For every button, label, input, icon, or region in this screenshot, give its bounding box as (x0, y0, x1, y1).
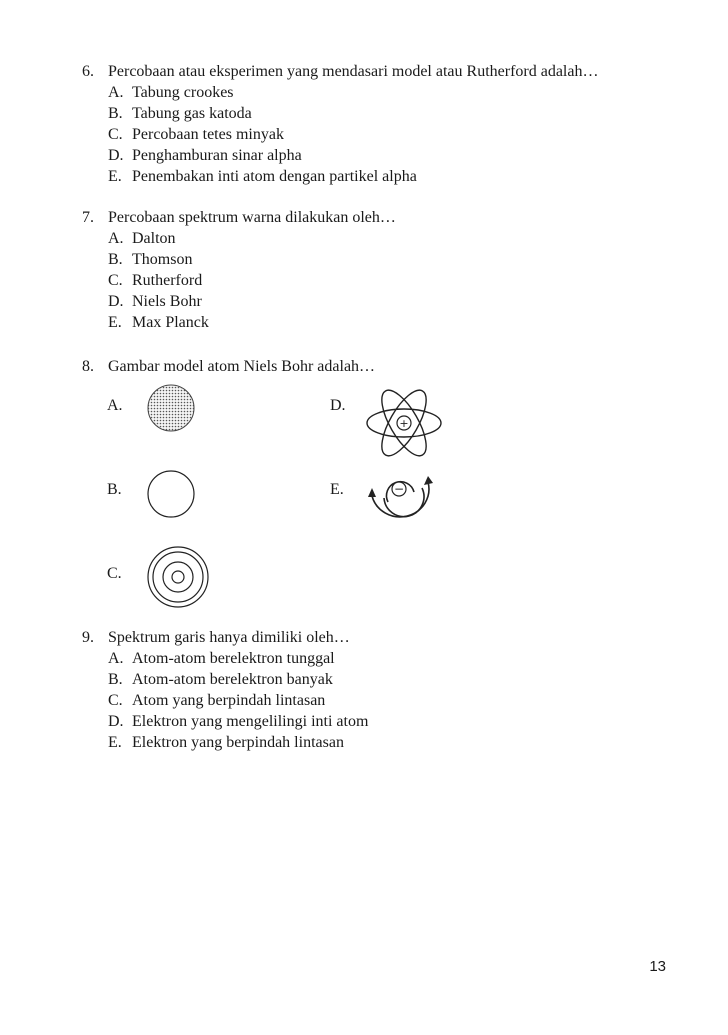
concentric-shells-atom-figure[interactable] (144, 543, 212, 611)
solid-sphere-atom-figure[interactable] (144, 383, 200, 435)
electron-minus-sign: − (393, 482, 405, 496)
question-6 (82, 61, 598, 187)
figure-option-b-label[interactable]: B. (107, 481, 122, 498)
question-number: 6. (82, 63, 94, 80)
option-c[interactable]: C. Percobaan tetes minyak (108, 126, 284, 143)
option-b[interactable]: B. Atom-atom berelektron banyak (108, 671, 333, 688)
option-e[interactable]: E. Penembakan inti atom dengan partikel alpha (108, 168, 417, 185)
question-text: Percobaan atau eksperimen yang mendasari model atau Rutherford adalah… (108, 63, 599, 80)
option-b[interactable]: B. Tabung gas katoda (108, 105, 252, 122)
question-stem (82, 356, 375, 377)
question-number: 7. (82, 209, 94, 226)
option-a[interactable]: A. Tabung crookes (108, 84, 234, 101)
option-d[interactable]: D. Penghamburan sinar alpha (108, 147, 302, 164)
spiral-electron-atom-figure[interactable] (364, 468, 440, 530)
option-e[interactable]: E. Max Planck (108, 314, 209, 331)
figure-option-d-label[interactable]: D. (330, 397, 346, 414)
option-e[interactable]: E. Elektron yang berpindah lintasan (108, 734, 344, 751)
option-c[interactable]: C. Rutherford (108, 272, 203, 289)
option-d[interactable]: D. Elektron yang mengelilingi inti atom (108, 713, 369, 730)
question-number: 9. (82, 629, 94, 646)
question-9 (82, 627, 368, 753)
option-d[interactable]: D. Niels Bohr (108, 293, 202, 310)
question-8 (82, 356, 375, 377)
question-7 (82, 207, 396, 333)
question-number: 8. (82, 358, 94, 375)
page-number: 13 (649, 958, 666, 975)
figure-option-e-label[interactable]: E. (330, 481, 344, 498)
option-c[interactable]: C. Atom yang berpindah lintasan (108, 692, 326, 709)
option-a[interactable]: A. Dalton (108, 230, 176, 247)
question-stem (82, 627, 368, 648)
option-b[interactable]: B. Thomson (108, 251, 193, 268)
figure-option-a-label[interactable]: A. (107, 397, 123, 414)
orbital-ellipses-atom-figure[interactable] (362, 383, 448, 465)
question-text: Spektrum garis hanya dimiliki oleh… (108, 629, 350, 646)
question-text: Percobaan spektrum warna dilakukan oleh… (108, 209, 396, 226)
figure-option-c-label[interactable]: C. (107, 565, 122, 582)
question-text: Gambar model atom Niels Bohr adalah… (108, 358, 376, 375)
question-stem (82, 61, 598, 82)
question-stem (82, 207, 396, 228)
option-a[interactable]: A. Atom-atom berelektron tunggal (108, 650, 335, 667)
plain-circle-atom-figure[interactable] (144, 467, 200, 521)
nucleus-plus-sign: + (399, 417, 409, 430)
